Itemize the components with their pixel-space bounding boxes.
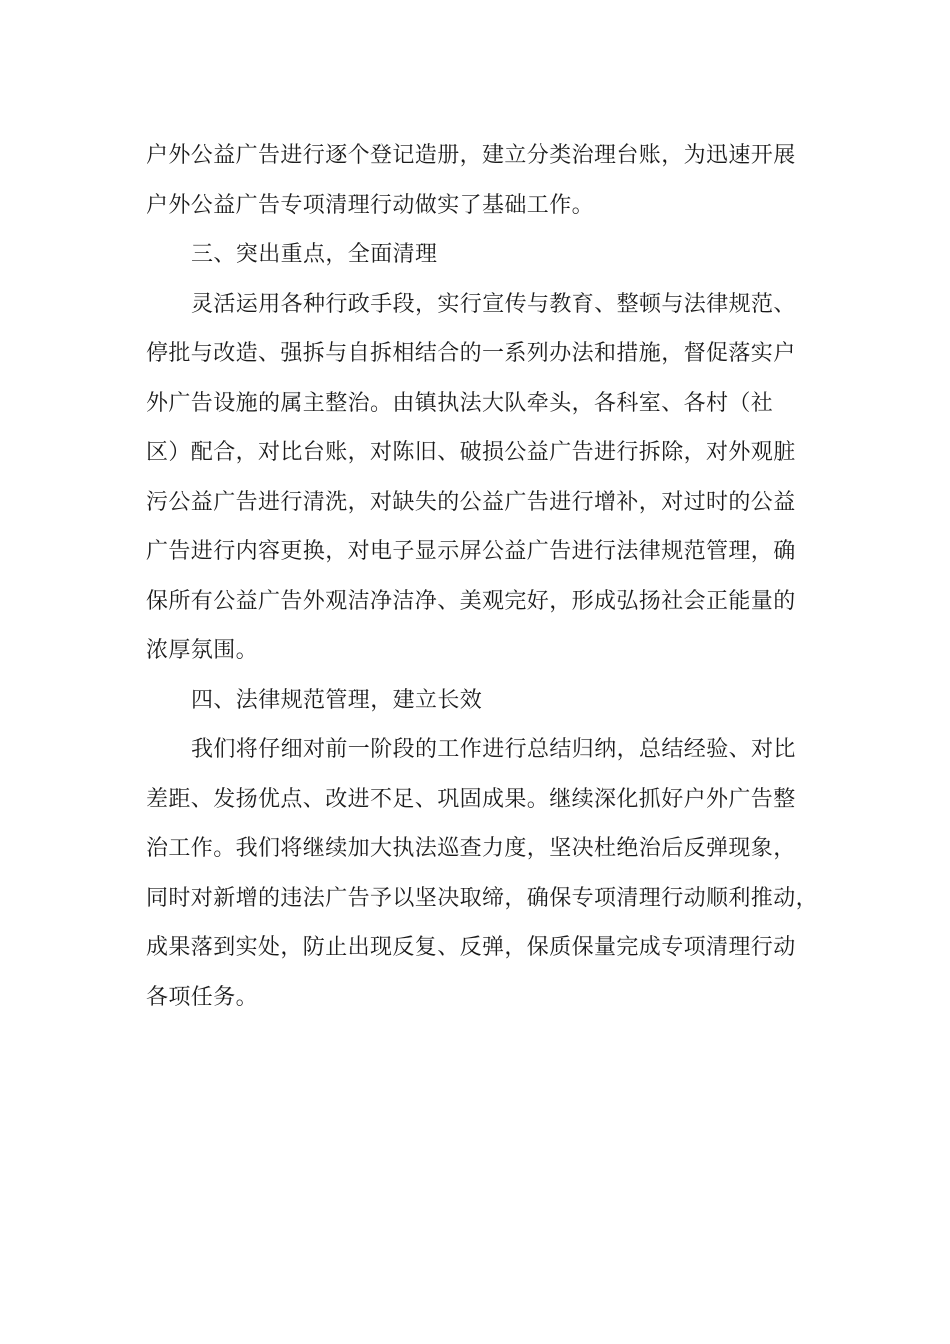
document-body [146,131,826,1022]
text-line: 保所有公益广告外观洁净洁净、美观完好，形成弘扬社会正能量的 [146,588,796,614]
text-line: 广告进行内容更换，对电子显示屏公益广告进行法律规范管理，确 [146,539,796,564]
text-line: 灵活运用各种行政手段，实行宣传与教育、整顿与法律规范、 [191,291,796,317]
text-line: 同时对新增的违法广告予以坚决取缔，确保专项清理行动顺利推动， [146,885,819,911]
text-line: 成果落到实处，防止出现反复、反弹，保质保量完成专项清理行动 [146,935,796,960]
text-line: 差距、发扬优点、改进不足、巩固成果。继续深化抓好户外广告整 [146,786,796,812]
text-line: 各项任务。 [146,984,259,1010]
text-line: 区）配合，对比台账，对陈旧、破损公益广告进行拆除，对外观脏 [146,440,796,465]
section-heading-4: 四、法律规范管理，建立长效 [191,687,483,713]
text-line: 治工作。我们将继续加大执法巡查力度，坚决杜绝治后反弹现象， [146,836,796,861]
text-line: 浓厚氛围。 [146,638,259,663]
text-line: 污公益广告进行清洗，对缺失的公益广告进行增补，对过时的公益 [146,489,796,515]
text-line: 户外公益广告专项清理行动做实了基础工作。 [146,192,595,218]
text-line: 户外公益广告进行逐个登记造册，建立分类治理台账，为迅速开展 [146,143,796,168]
section-heading-3: 三、突出重点，全面清理 [191,242,438,267]
text-line: 我们将仔细对前一阶段的工作进行总结归纳，总结经验、对比 [191,737,796,762]
text-line: 停批与改造、强拆与自拆相结合的一系列办法和措施，督促落实户 [146,341,796,366]
text-line: 外广告设施的属主整治。由镇执法大队牵头，各科室、各村（社 [146,390,774,416]
